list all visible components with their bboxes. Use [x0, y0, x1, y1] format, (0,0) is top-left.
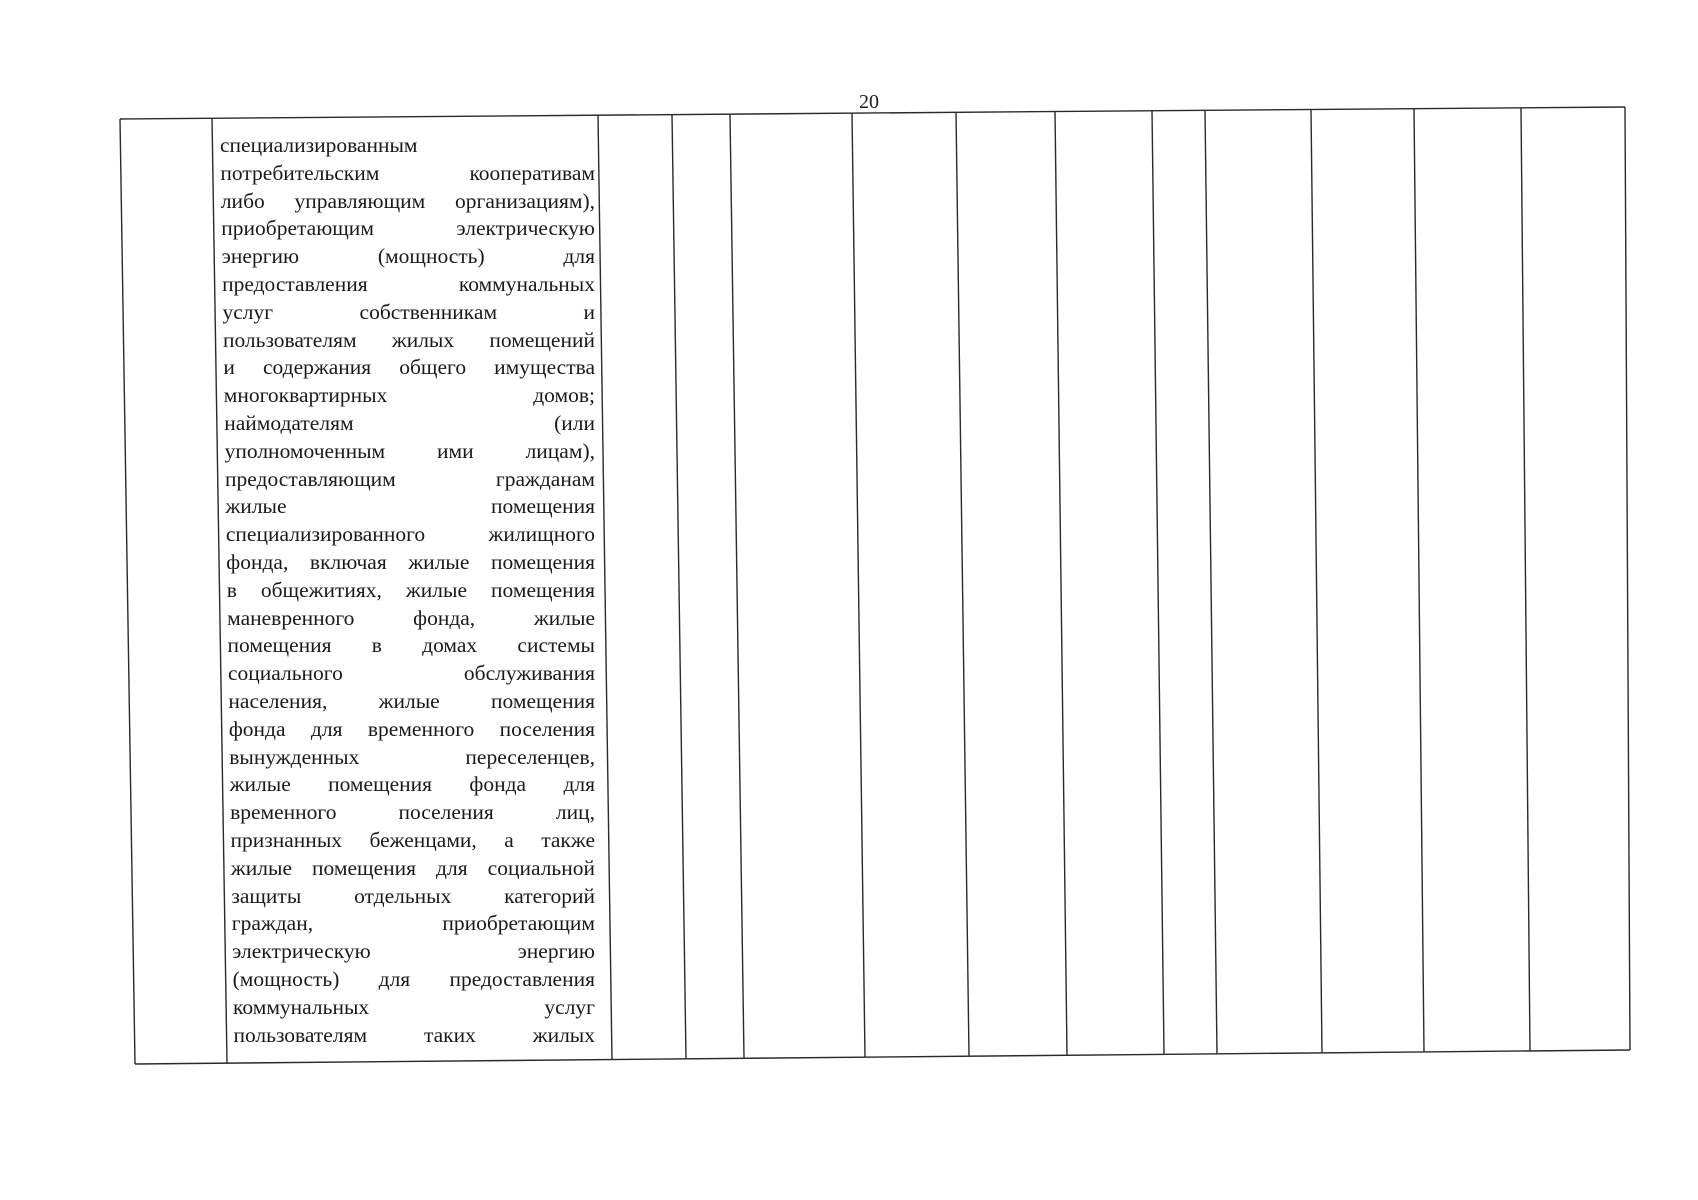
- description-line: признанных беженцами, а также: [230, 827, 595, 852]
- description-line: специализированным: [220, 133, 418, 157]
- description-line: вынужденных переселенцев,: [229, 744, 595, 769]
- description-line: предоставления коммунальных: [222, 271, 595, 296]
- description-line: фонда, включая жилые помещения: [226, 549, 595, 574]
- description-line: (мощность) для предоставления: [232, 966, 595, 991]
- col-border-6: [956, 112, 969, 1056]
- description-line: коммунальных услуг: [233, 994, 595, 1019]
- description-line: социального обслуживания: [227, 661, 595, 686]
- description-line: маневренного фонда, жилые: [227, 605, 595, 630]
- col-border-12: [1521, 108, 1530, 1051]
- description-line: помещения в домах системы: [227, 633, 595, 658]
- col-border-5: [852, 113, 865, 1057]
- description-line: потребительским кооперативам: [220, 160, 595, 185]
- description-line: предоставляющим гражданам: [225, 466, 595, 491]
- page-number: 20: [859, 91, 879, 113]
- col-border-11: [1414, 108, 1424, 1052]
- description-line: жилые помещения для социальной: [230, 855, 595, 880]
- description-line: услуг собственникам и: [222, 299, 595, 324]
- col-border-0: [120, 119, 135, 1064]
- col-border-4: [730, 114, 744, 1058]
- description-line: электрическую энергию: [232, 939, 595, 964]
- description-line: граждан, приобретающим: [231, 911, 595, 936]
- description-line: пользователям жилых помещений: [222, 327, 595, 352]
- description-line: специализированного жилищного: [225, 522, 595, 547]
- col-border-13: [1625, 107, 1630, 1050]
- description-line: и содержания общего имущества: [223, 355, 595, 380]
- col-border-8: [1152, 110, 1164, 1054]
- description-cell: [220, 132, 595, 1049]
- table-top-border: [120, 107, 1625, 119]
- description-line: приобретающим электрическую: [221, 216, 595, 241]
- description-line: фонда для временного поселения: [228, 716, 595, 741]
- col-border-10: [1311, 109, 1322, 1053]
- description-line: либо управляющим организациям),: [220, 188, 595, 213]
- description-line: многоквартирных домов;: [223, 383, 595, 408]
- col-border-3: [672, 114, 686, 1059]
- description-line: в общежитиях, жилые помещения: [226, 577, 595, 602]
- description-line: пользователям таких жилых: [233, 1022, 595, 1047]
- description-line: жилые помещения фонда для: [229, 772, 595, 797]
- col-border-9: [1205, 110, 1217, 1054]
- col-border-7: [1055, 111, 1067, 1055]
- col-border-2: [598, 115, 612, 1060]
- description-line: временного поселения лиц,: [230, 800, 595, 825]
- table-bottom-border: [135, 1050, 1630, 1064]
- description-line: защиты отдельных категорий: [231, 883, 595, 908]
- description-line: жилые помещения: [225, 494, 595, 519]
- description-line: энергию (мощность) для: [221, 244, 595, 269]
- description-line: наймодателям (или: [224, 410, 595, 435]
- description-line: населения, жилые помещения: [228, 688, 595, 713]
- description-line: уполномоченным ими лицам),: [224, 438, 595, 463]
